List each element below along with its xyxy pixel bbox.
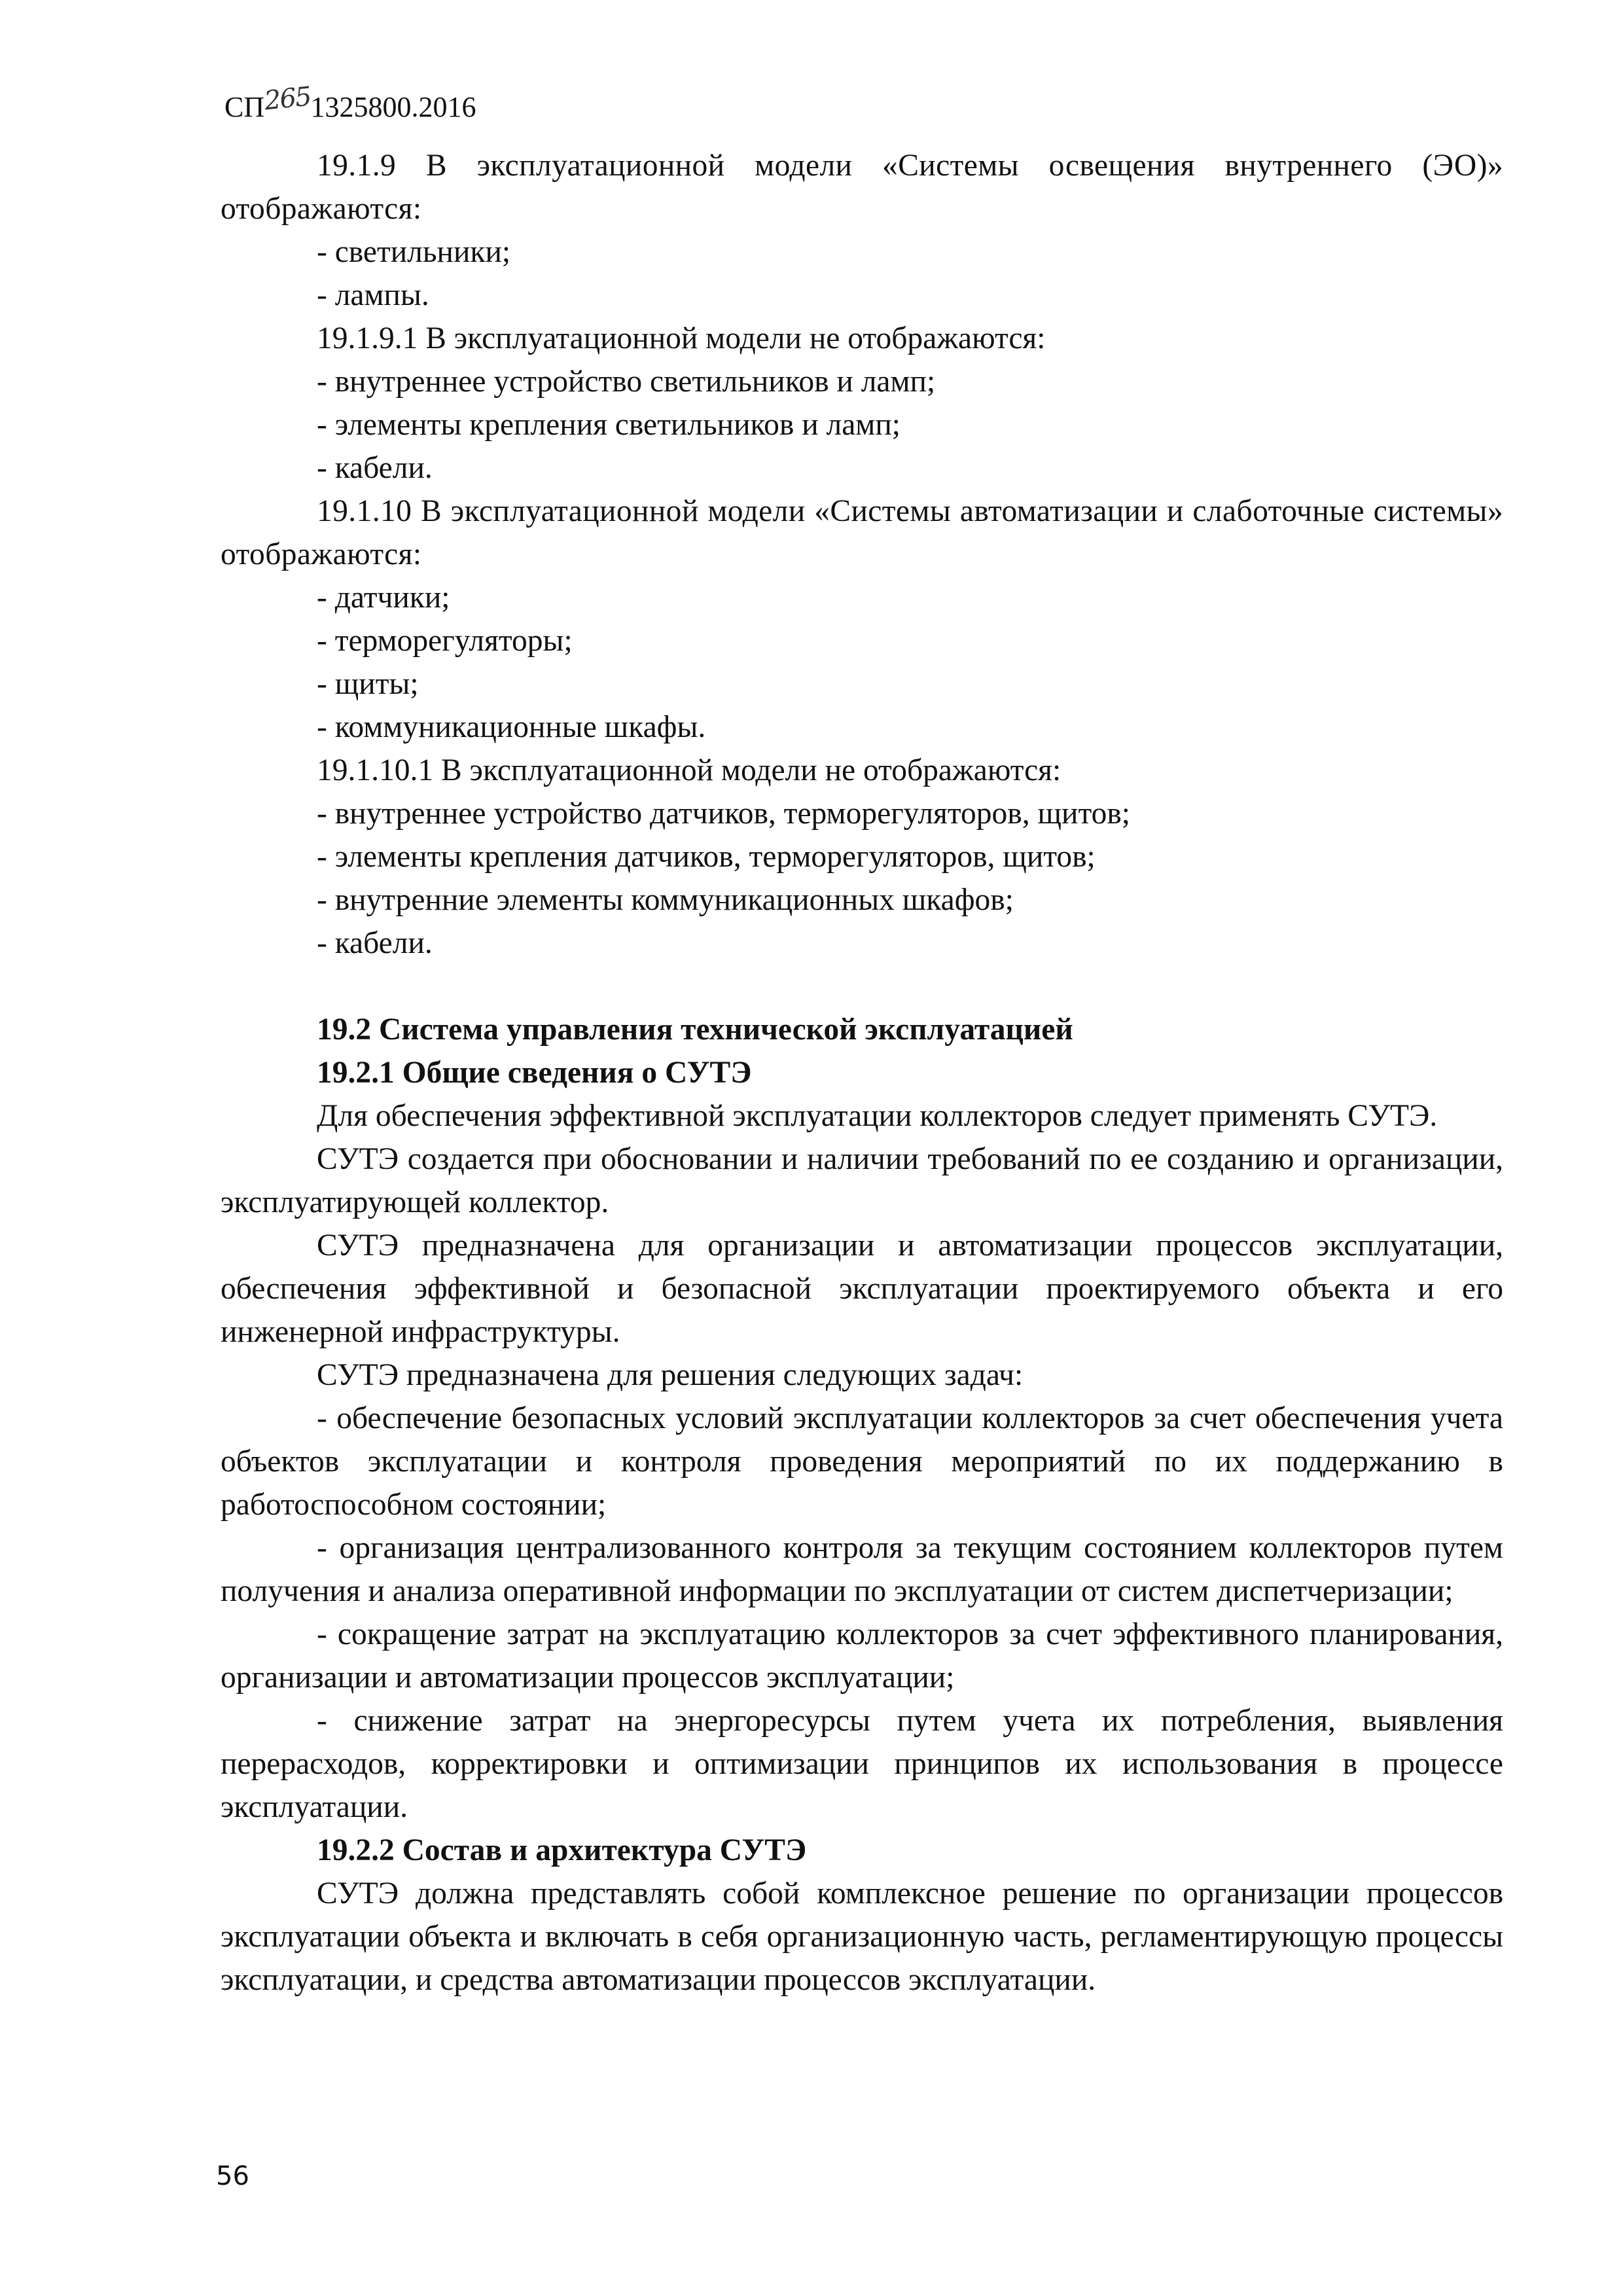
list-item: - кабели. (317, 451, 433, 485)
section-spacer (221, 965, 1503, 1008)
list-item: - внутренние элементы коммуникационных шкафов; (317, 883, 1014, 917)
document-body (221, 144, 1503, 2001)
list-item: - коммуникационные шкафы. (317, 710, 706, 744)
code-prefix: СП (224, 91, 265, 123)
handwritten-number: 265 (262, 81, 312, 117)
list-item: - элементы крепления светильников и ламп; (317, 408, 901, 442)
task-item: - организация централизованного контроля за текущим состоянием коллекторов путем получения и анализа оперативной информации по эксплуатации от систем диспетчеризации; (221, 1531, 1503, 1608)
task-item: - сокращение затрат на эксплуатацию коллекторов за счет эффективного планирования, организации и автоматизации процессов эксплуатации; (221, 1617, 1503, 1695)
list-item: - элементы крепления датчиков, терморегуляторов, щитов; (317, 840, 1096, 874)
paragraph: СУТЭ создается при обосновании и наличии требований по ее созданию и организации, эксплуатирующей коллектор. (221, 1142, 1503, 1219)
section-heading-19-2-1: 19.2.1 Общие сведения о СУТЭ (317, 1056, 752, 1090)
list-item: - внутреннее устройство светильников и ламп; (317, 365, 936, 399)
task-item: - обеспечение безопасных условий эксплуатации коллекторов за счет обеспечения учета объектов эксплуатации и контроля проведения мероприятий по их поддержанию в работоспособном состоянии; (221, 1401, 1503, 1522)
page-number: 56 (216, 2161, 249, 2191)
paragraph: СУТЭ предназначена для организации и автоматизации процессов эксплуатации, обеспечения эффективной и безопасной эксплуатации проектируемого объекта и его инженерной инфраструктуры. (221, 1229, 1503, 1349)
list-item: - терморегуляторы; (317, 624, 573, 658)
list-item: - внутреннее устройство датчиков, терморегуляторов, щитов; (317, 797, 1130, 831)
paragraph: СУТЭ предназначена для решения следующих задач: (317, 1358, 1024, 1392)
paragraph: СУТЭ должна представлять собой комплексное решение по организации процессов эксплуатации объекта и включать в себя организационную часть, регламентирующую процессы эксплуатации, и средства автоматизации процессов эксплуатации. (221, 1876, 1503, 1997)
list-item: - лампы. (317, 278, 429, 312)
section-heading-19-2-2: 19.2.2 Состав и архитектура СУТЭ (317, 1833, 807, 1867)
task-item: - снижение затрат на энергоресурсы путем учета их потребления, выявления перерасходов, корректировки и оптимизации принципов их использования в процессе эксплуатации. (221, 1704, 1503, 1824)
section-heading-19-2: 19.2 Система управления технической эксплуатацией (317, 1013, 1073, 1047)
clause-19-1-9-1-intro: 19.1.9.1 В эксплуатационной модели не отображаются: (317, 321, 1046, 355)
clause-19-1-10-intro: 19.1.10 В эксплуатационной модели «Системы автоматизации и слаботочные системы» отображаются: (221, 494, 1503, 571)
code-number: 1325800.2016 (310, 91, 476, 123)
list-item: - датчики; (317, 581, 450, 615)
list-item: - кабели. (317, 926, 433, 960)
document-code-header (224, 81, 476, 128)
clause-19-1-9-intro: 19.1.9 В эксплуатационной модели «Системы освещения внутреннего (ЭО)» отображаются: (221, 149, 1503, 226)
list-item: - светильники; (317, 235, 511, 269)
list-item: - щиты; (317, 667, 419, 701)
clause-19-1-10-1-intro: 19.1.10.1 В эксплуатационной модели не отображаются: (317, 753, 1061, 787)
paragraph: Для обеспечения эффективной эксплуатации коллекторов следует применять СУТЭ. (317, 1099, 1438, 1133)
